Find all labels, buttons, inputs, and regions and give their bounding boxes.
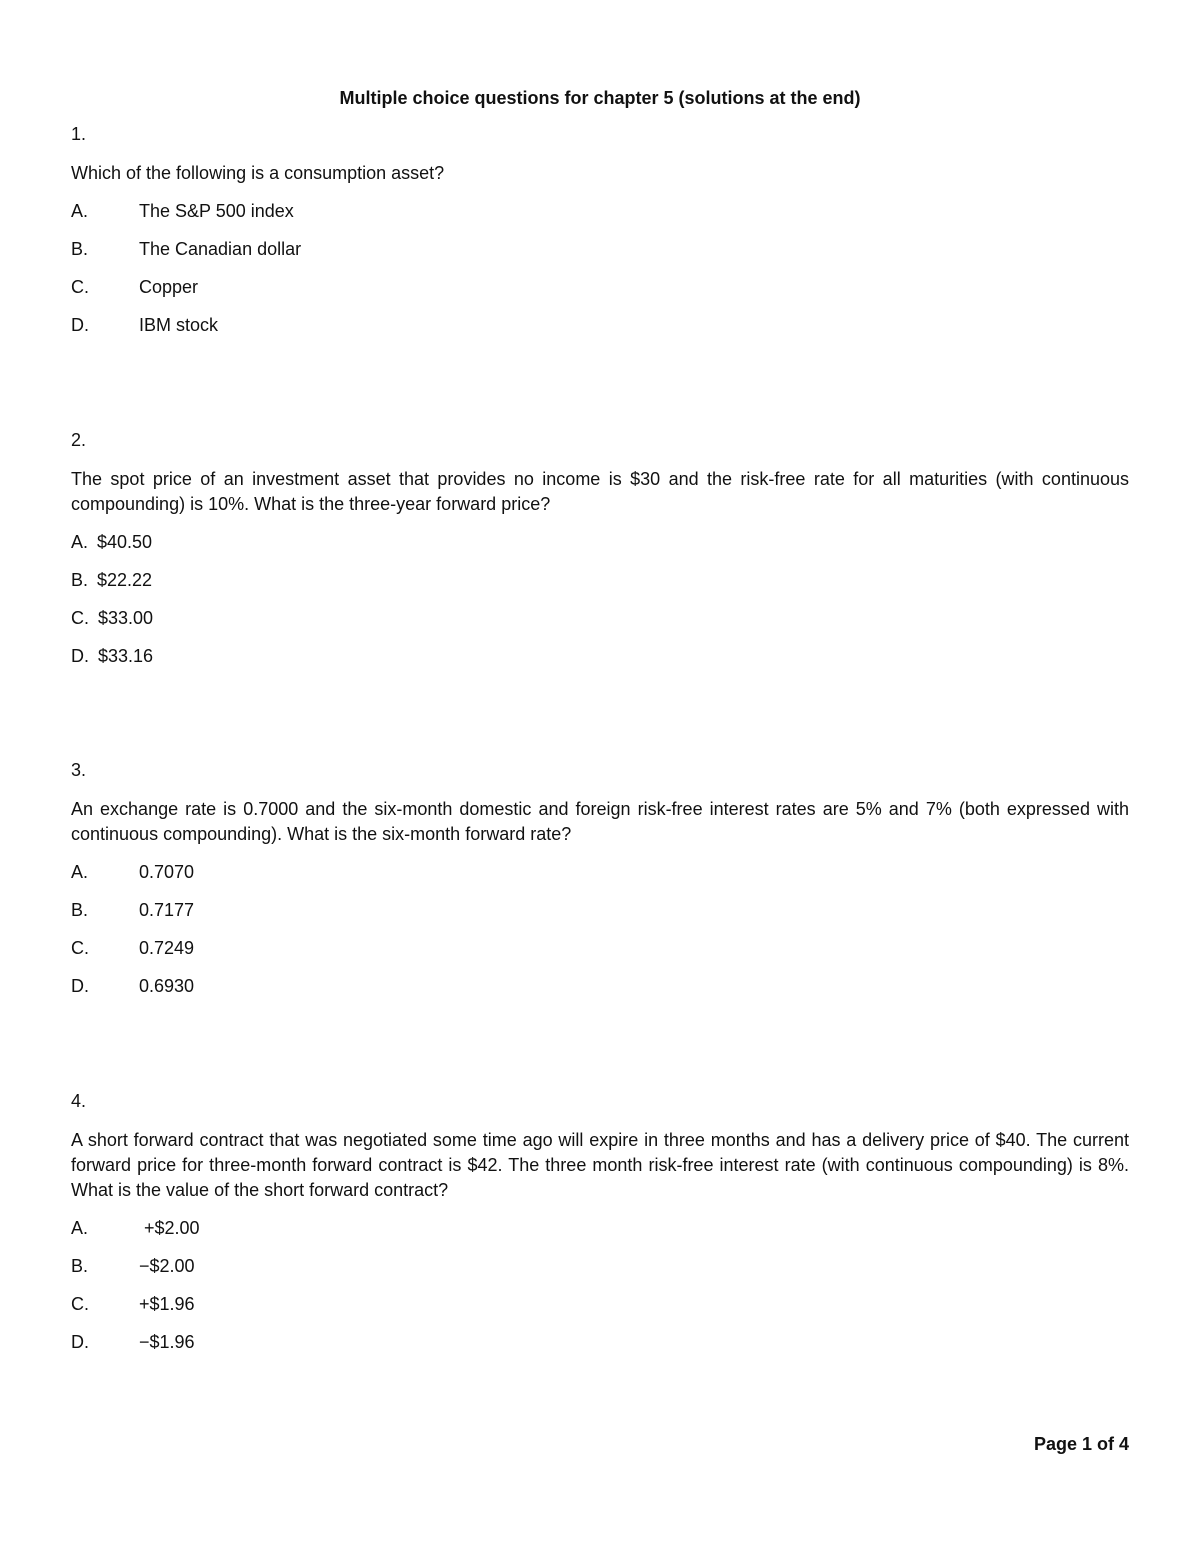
option-c (71, 936, 1129, 961)
option-letter: D. (71, 646, 89, 666)
question-number: 3. (71, 760, 87, 780)
option-text: 0.7177 (139, 900, 195, 920)
option-b (71, 237, 1129, 262)
option-letter: B. (71, 239, 89, 259)
option-letter: A. (71, 1218, 89, 1238)
option-d (71, 1330, 1129, 1355)
option-text: +$2.00 (139, 1218, 200, 1238)
question-number: 4. (71, 1091, 87, 1111)
option-d (71, 644, 1129, 669)
option-letter: D. (71, 315, 89, 335)
question-4 (71, 1089, 1129, 1368)
option-c (71, 1292, 1129, 1317)
option-list (71, 860, 1129, 999)
option-c (71, 606, 1129, 631)
option-letter: C. (71, 608, 89, 628)
option-text: IBM stock (139, 315, 219, 335)
option-list (71, 199, 1129, 338)
question-1 (71, 122, 1129, 351)
option-letter: A. (71, 201, 89, 221)
option-b (71, 568, 1129, 593)
option-a (71, 530, 1129, 555)
question-text: Which of the following is a consumption asset? (71, 163, 445, 183)
option-d (71, 313, 1129, 338)
option-text: $22.22 (97, 570, 153, 590)
option-letter: C. (71, 1294, 89, 1314)
option-letter: B. (71, 570, 89, 590)
question-text: A short forward contract that was negotiated some time ago will expire in three months and has a delivery price of $40. The current forward price for three-month forward contract is $42. The three month risk-free interest rate (with continuous compounding) is 8%. What is the value of the short forward contract? (71, 1130, 1129, 1200)
option-letter: A. (71, 862, 89, 882)
option-a (71, 860, 1129, 885)
option-letter: D. (71, 976, 89, 996)
option-text: Copper (139, 277, 199, 297)
option-text: 0.7070 (139, 862, 195, 882)
option-list (71, 1216, 1129, 1355)
option-b (71, 898, 1129, 923)
option-text: −$2.00 (139, 1256, 195, 1276)
option-letter: C. (71, 938, 89, 958)
option-d (71, 974, 1129, 999)
option-text: The Canadian dollar (139, 239, 302, 259)
page-number: Page 1 of 4 (1033, 1434, 1129, 1454)
option-letter: B. (71, 1256, 89, 1276)
option-letter: C. (71, 277, 89, 297)
question-text: The spot price of an investment asset that provides no income is $30 and the risk-free rate for all maturities (with continuous compounding) is 10%. What is the three-year forward price? (71, 469, 1129, 514)
option-text: 0.7249 (139, 938, 195, 958)
option-a (71, 199, 1129, 224)
option-letter: B. (71, 900, 89, 920)
question-text: An exchange rate is 0.7000 and the six-month domestic and foreign risk-free interest rates are 5% and 7% (both expressed with continuous compounding). What is the six-month forward rate? (71, 799, 1129, 844)
option-text: $33.00 (98, 608, 154, 628)
option-letter: A. (71, 532, 89, 552)
option-c (71, 275, 1129, 300)
document-title: Multiple choice questions for chapter 5 (solutions at the end) (339, 88, 861, 108)
question-number: 2. (71, 430, 87, 450)
question-number: 1. (71, 124, 87, 144)
option-text: −$1.96 (139, 1332, 195, 1352)
option-text: $33.16 (98, 646, 154, 666)
option-text: The S&P 500 index (139, 201, 294, 221)
question-2 (71, 428, 1129, 682)
question-3 (71, 758, 1129, 1012)
option-text: +$1.96 (139, 1294, 195, 1314)
option-text: 0.6930 (139, 976, 195, 996)
option-a (71, 1216, 1129, 1241)
option-letter: D. (71, 1332, 89, 1352)
option-list (71, 530, 1129, 669)
option-b (71, 1254, 1129, 1279)
option-text: $40.50 (97, 532, 153, 552)
